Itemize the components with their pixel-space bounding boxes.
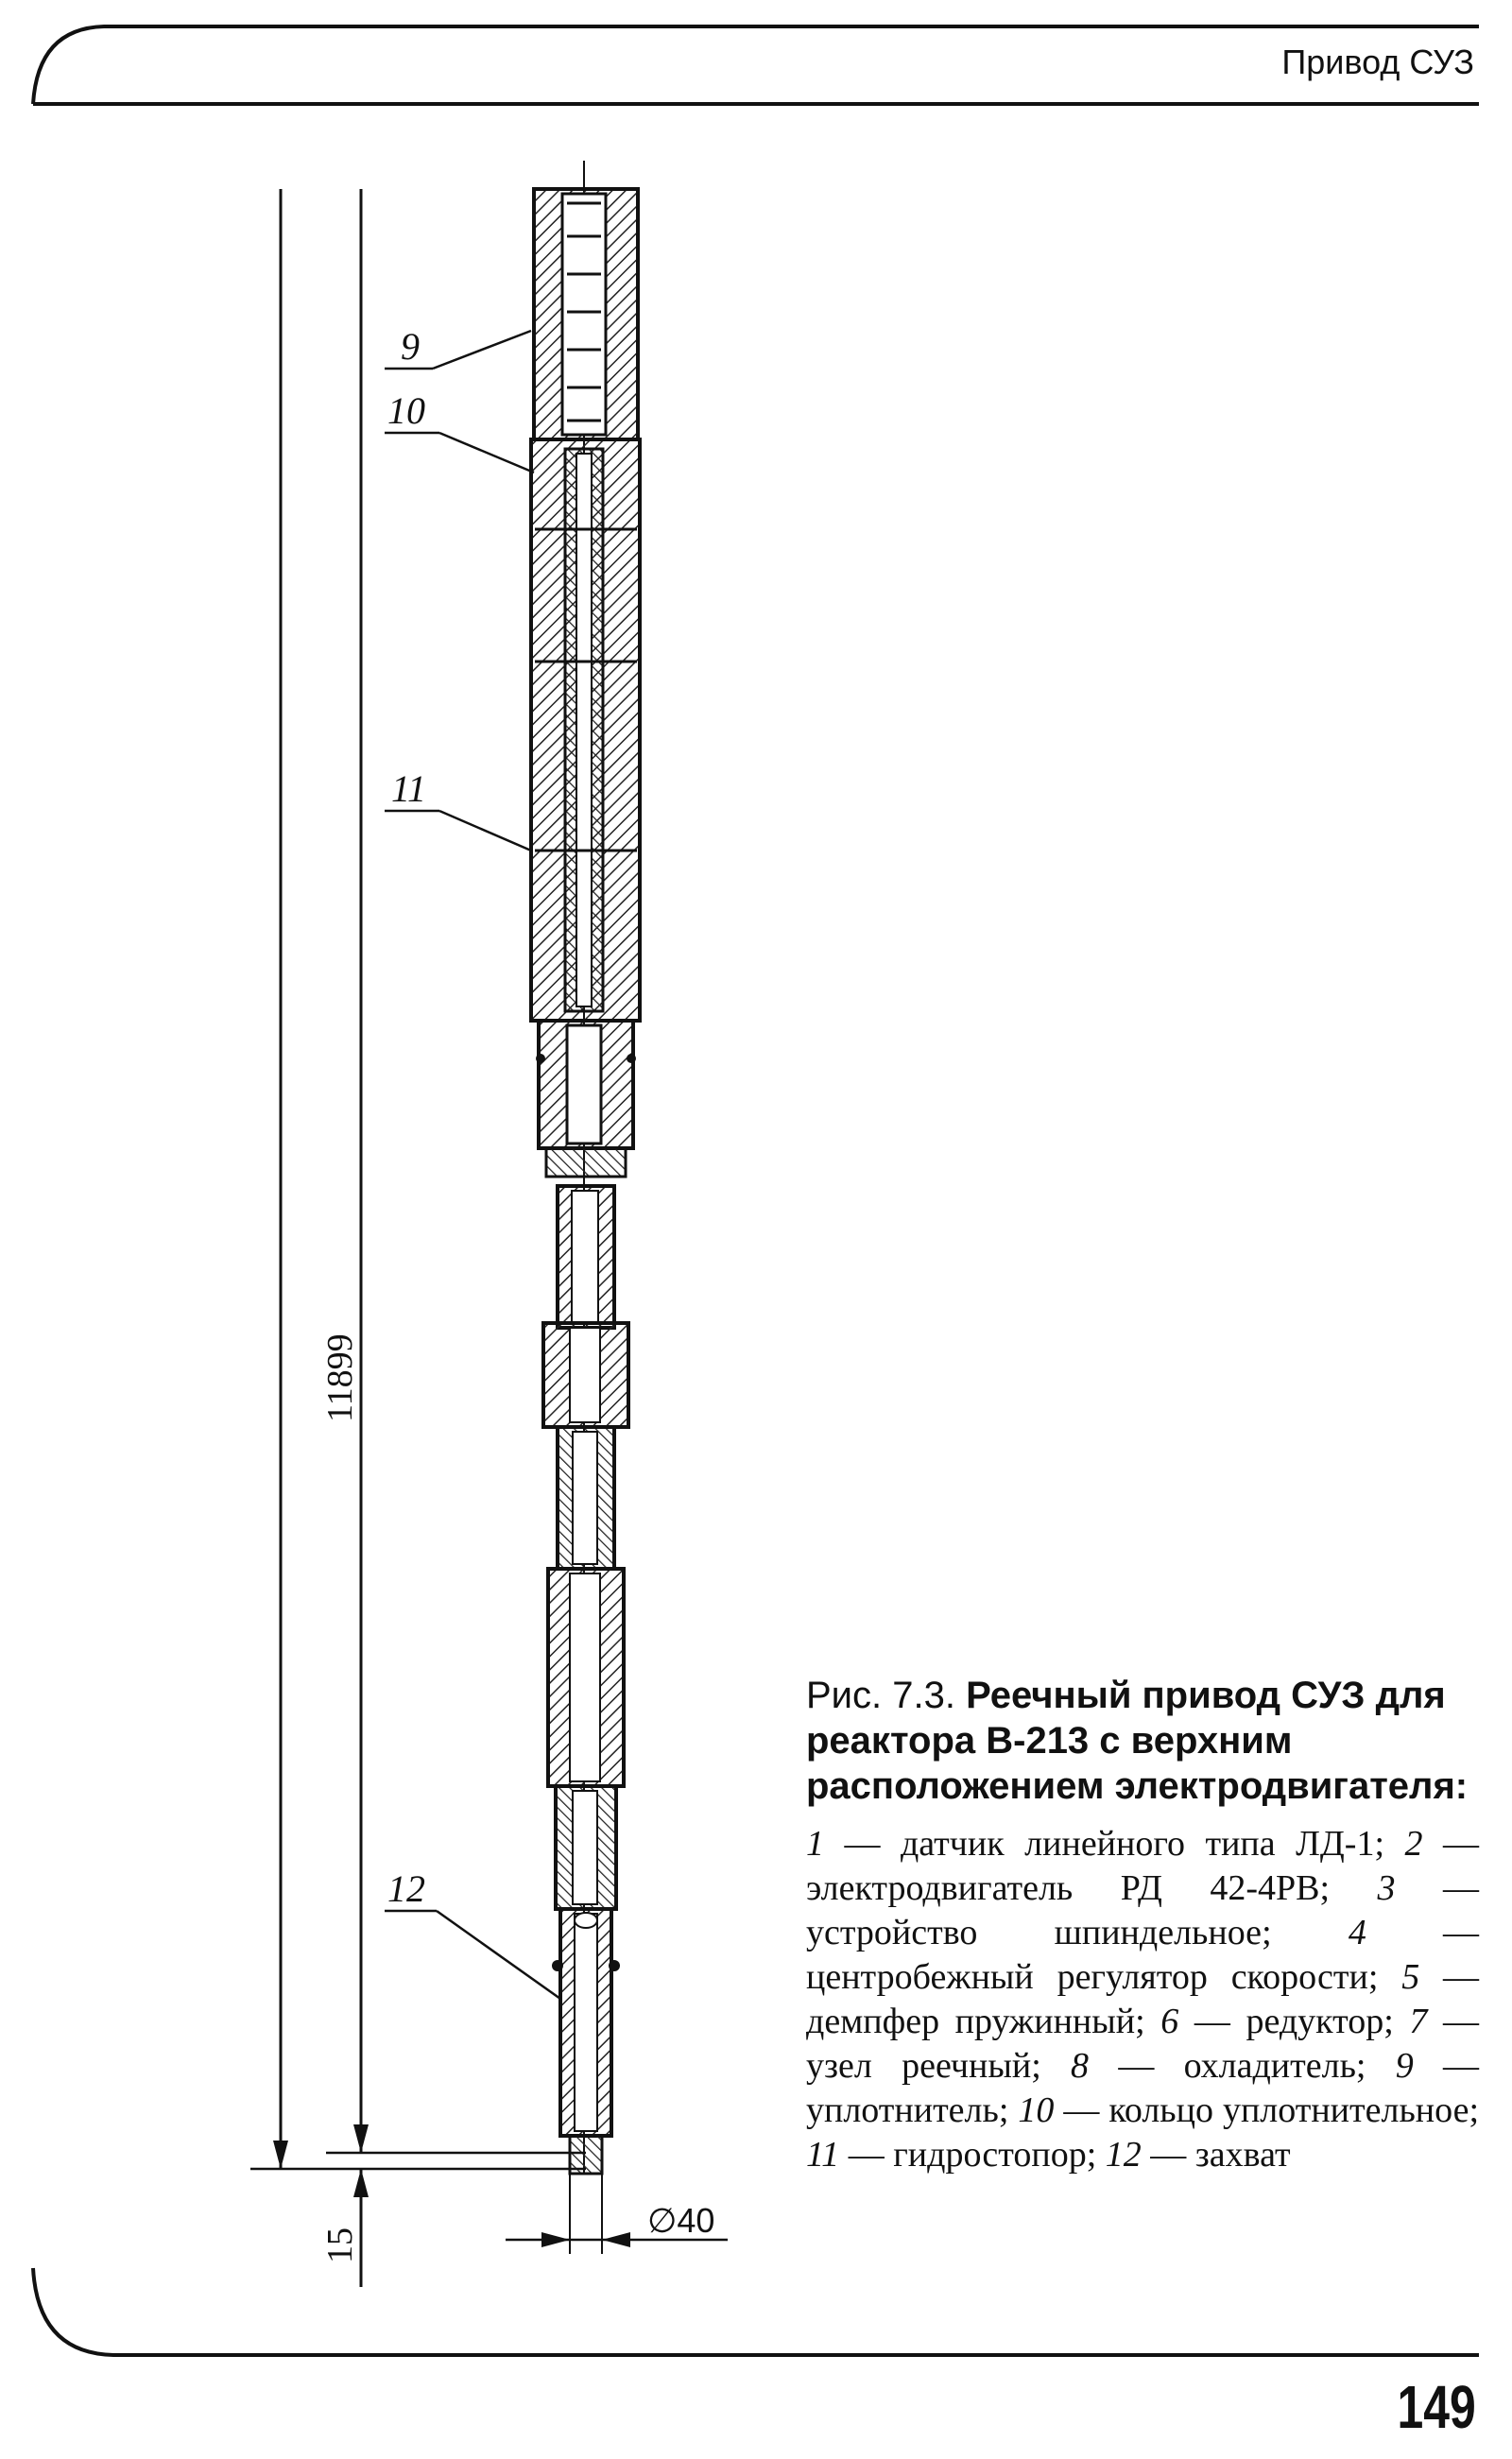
page-number: 149 xyxy=(1397,2373,1476,2441)
legend-item: кольцо уплотнительное xyxy=(1108,2090,1469,2130)
dimension-11899: 11899 xyxy=(320,1333,360,1422)
legend-item: электродвигатель РД 42-4РВ xyxy=(806,1868,1320,1908)
legend-item: редуктор xyxy=(1246,2002,1384,2041)
callout-9: 9 xyxy=(401,325,420,368)
gripper-section xyxy=(552,1909,620,2174)
legend-item: демпфер пружинный xyxy=(806,2002,1136,2041)
callout-10: 10 xyxy=(387,389,425,432)
callout-11: 11 xyxy=(391,767,427,810)
callout-12: 12 xyxy=(387,1867,425,1910)
figure-label: Рис. 7.3. xyxy=(806,1675,955,1716)
legend-item: уплотнитель xyxy=(806,2090,999,2130)
caption-title xyxy=(806,1673,1479,1809)
legend-item: устройство шпиндельное xyxy=(806,1913,1263,1952)
legend-item: центробежный регулятор скорости xyxy=(806,1957,1368,1997)
diameter-label: ∅40 xyxy=(647,2201,715,2240)
legend-item: захват xyxy=(1194,2135,1291,2175)
legend-item: датчик линейного типа ЛД-1 xyxy=(900,1824,1375,1864)
figure-title: Реечный привод СУЗ для реактора В-213 с верхним расположением электродвигателя: xyxy=(806,1675,1469,1807)
running-header: Привод СУЗ xyxy=(1281,43,1474,81)
legend-item: охладитель xyxy=(1183,2046,1356,2086)
figure-caption xyxy=(806,1673,1479,2177)
upper-body xyxy=(531,189,640,1177)
legend-item: узел реечный xyxy=(806,2046,1032,2086)
legend-item: гидростопор xyxy=(893,2135,1087,2175)
rack-section xyxy=(543,1186,628,2459)
dimension-15: 15 xyxy=(320,2227,360,2263)
figure-legend: 1 — датчик линейного типа ЛД-1; 2 — электродвигатель РД 42-4РВ; 3 — устройство шпиндельное; 4 — центробежный регулятор скорости; 5 — демпфер пружинный; 6 — редуктор; 7 — узел реечный; 8 — охладитель; 9 — уплотнитель; 10 — кольцо уплотнительное; 11 — гидростопор; 12 — захват xyxy=(806,1824,1480,2175)
